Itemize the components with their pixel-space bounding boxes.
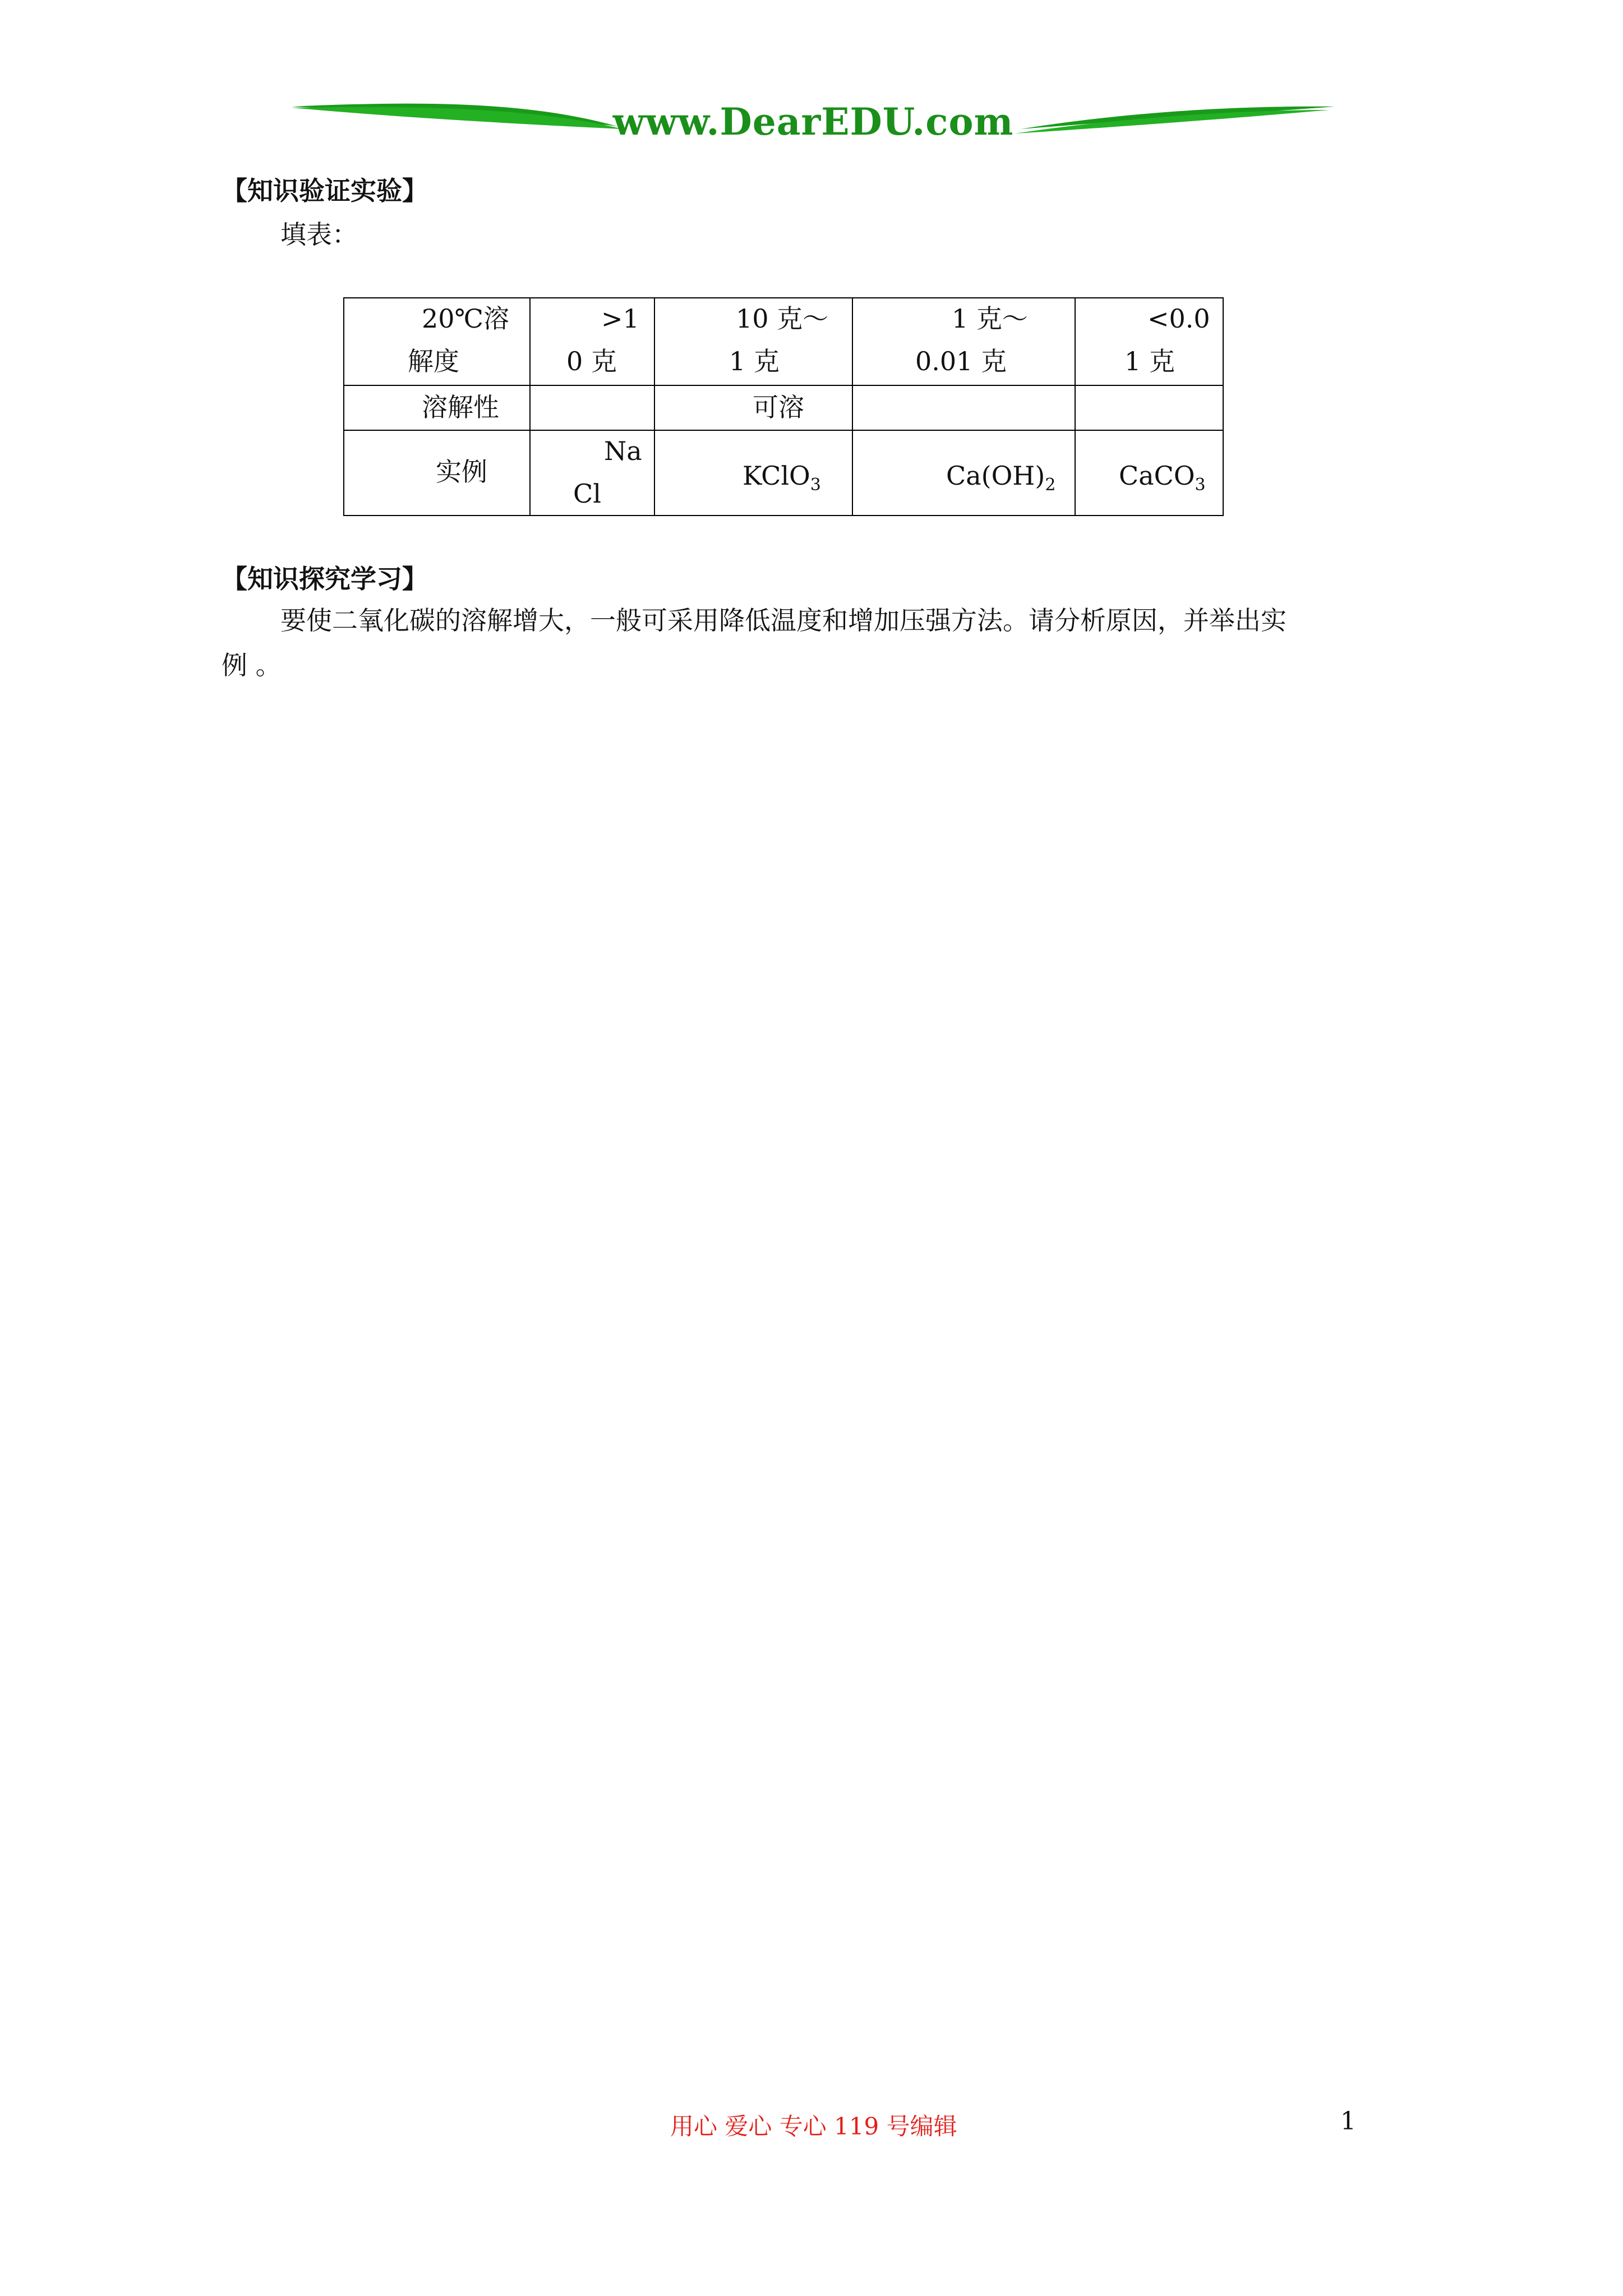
- table-cell-formula: [1119, 454, 1206, 507]
- table-cell-formula: [743, 454, 821, 507]
- instruction-text: 填表：: [280, 219, 358, 250]
- table-cell: <0.0: [1147, 303, 1210, 334]
- table-cell: 20℃溶: [422, 303, 509, 334]
- table-cell: >1: [601, 303, 639, 334]
- table-cell: 可溶: [753, 392, 804, 422]
- formula-text: KClO: [743, 461, 810, 491]
- formula-subscript: 3: [1195, 475, 1206, 495]
- paragraph-line: 例 。: [222, 650, 282, 680]
- formula-subscript: 2: [1045, 475, 1056, 495]
- table-cell: 0 克: [566, 346, 617, 376]
- solubility-table: [343, 297, 1224, 516]
- table-cell: 解度: [408, 346, 459, 376]
- table-cell: 1 克～: [952, 303, 1028, 334]
- table-cell: 1 克: [1124, 346, 1175, 376]
- table-cell: 实例: [436, 457, 487, 487]
- formula-text: Ca(OH): [946, 461, 1045, 491]
- section-heading-exploration: 【知识探究学习】: [222, 564, 428, 594]
- logo-text: www.DearEDU.com: [612, 100, 1014, 144]
- table-cell: 溶解性: [422, 392, 499, 422]
- section-heading-experiment: 【知识验证实验】: [222, 176, 428, 206]
- table-cell: Na: [604, 436, 642, 466]
- table-cell: Cl: [573, 478, 601, 509]
- formula-subscript: 3: [810, 475, 821, 495]
- table-cell: 0.01 克: [915, 346, 1007, 376]
- formula-text: CaCO: [1119, 461, 1195, 491]
- table-cell-formula: [946, 454, 1055, 507]
- table-cell: 10 克～: [736, 303, 829, 334]
- paragraph-line: 要使二氧化碳的溶解增大，一般可采用降低温度和增加压强方法。请分析原因，并举出实: [280, 605, 1287, 636]
- footer-text: 用心 爱心 专心 119 号编辑: [670, 2113, 957, 2140]
- table-cell: 1 克: [729, 346, 780, 376]
- page-number: 1: [1340, 2107, 1356, 2136]
- header-logo: [292, 95, 1335, 157]
